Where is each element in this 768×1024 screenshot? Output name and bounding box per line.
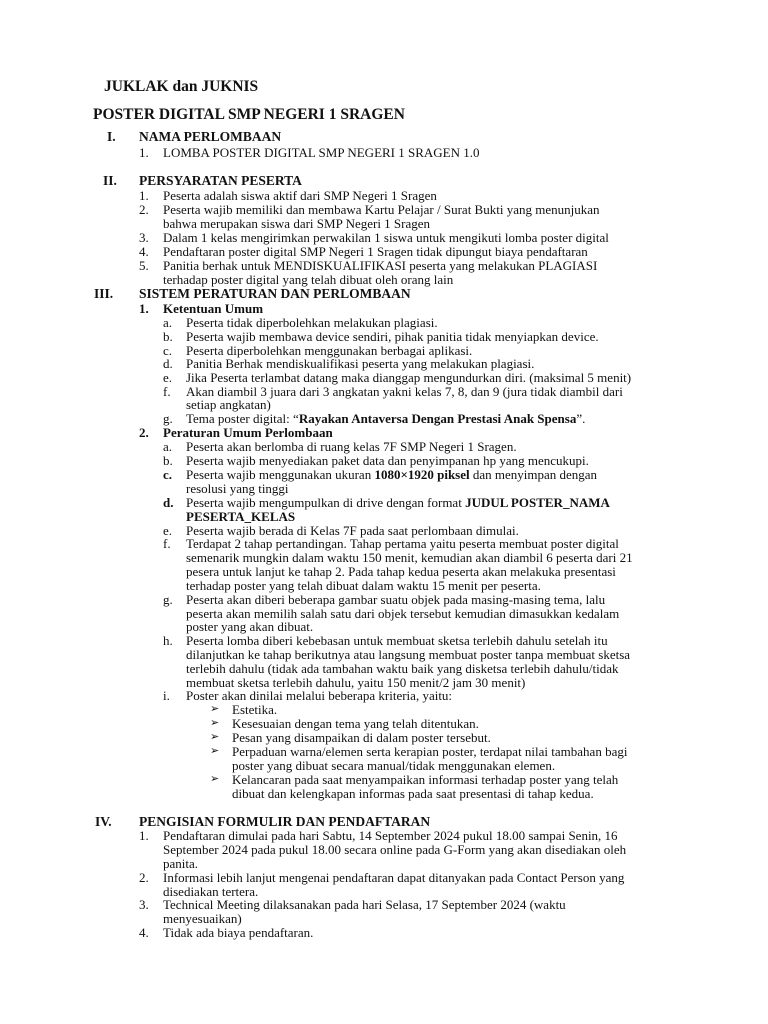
list-item-text: resolusi yang tinggi xyxy=(186,481,289,496)
list-item-text: Peserta wajib memiliki dan membawa Kartu Pelajar / Surat Bukti yang menunjukan xyxy=(163,202,600,217)
arrow-bullet-icon: ➢ xyxy=(210,731,220,743)
subsection-title: Peraturan Umum Perlombaan xyxy=(163,425,333,440)
list-item-text: Jika Peserta terlambat datang maka dianggap mengundurkan diri. (maksimal 5 menit) xyxy=(186,370,632,385)
list-item-text: dilanjutkan ke tahap berikutnya atau langsung membuat poster tanpa membuat sketsa xyxy=(186,647,631,662)
list-item-text: Peserta diperbolehkan menggunakan berbagai aplikasi. xyxy=(186,343,473,358)
list-number: 1. xyxy=(139,145,149,160)
list-number: 2. xyxy=(139,870,149,885)
list-item-text: bahwa merupakan siswa dari SMP Negeri 1 Sragen xyxy=(163,216,431,231)
list-number: 3. xyxy=(139,230,149,245)
list-letter: f. xyxy=(163,384,171,399)
section-2-number: II. xyxy=(103,173,117,188)
arrow-bullet-icon: ➢ xyxy=(210,703,220,715)
list-item-text: Dalam 1 kelas mengirimkan perwakilan 1 siswa untuk mengikuti lomba poster digital xyxy=(163,230,609,245)
list-letter: i. xyxy=(163,688,170,703)
list-item-text: setiap angkatan) xyxy=(186,397,271,412)
list-item-text: Peserta lomba diberi kebebasan untuk membuat sketsa terlebih dahulu setelah itu xyxy=(186,633,608,648)
subsection-title: Ketentuan Umum xyxy=(163,301,264,316)
section-3-number: III. xyxy=(94,286,114,301)
list-item-text: Technical Meeting dilaksanakan pada hari Selasa, 17 September 2024 (waktu xyxy=(163,897,566,912)
list-item-text: Peserta adalah siswa aktif dari SMP Negeri 1 Sragen xyxy=(163,188,437,203)
list-item-text: Panitia berhak untuk MENDISKUALIFIKASI peserta yang melakukan PLAGIASI xyxy=(163,258,598,273)
list-letter: c. xyxy=(163,467,173,482)
list-number: 1. xyxy=(139,188,149,203)
list-letter: e. xyxy=(163,523,173,538)
theme-prefix: Tema poster digital: “ xyxy=(186,411,299,426)
criteria-item: Perpaduan warna/elemen serta kerapian poster, terdapat nilai tambahan bagi xyxy=(232,744,628,759)
criteria-item: Kesesuaian dengan tema yang telah ditentukan. xyxy=(232,716,479,731)
format-value: JUDUL POSTER_NAMA xyxy=(465,495,610,510)
list-letter: g. xyxy=(163,411,173,426)
list-item-text: terhadap poster yang telah dibuat dalam waktu 15 menit per peserta. xyxy=(186,578,541,593)
list-item-text: Panitia Berhak mendiskualifikasi peserta yang melakukan plagiasi. xyxy=(186,356,535,371)
subsection-number: 1. xyxy=(139,301,149,316)
section-1-number: I. xyxy=(107,129,116,144)
list-item-text: Peserta wajib berada di Kelas 7F pada saat perlombaan dimulai. xyxy=(186,523,519,538)
list-letter: b. xyxy=(163,453,173,468)
list-item-text: poster yang akan dibuat. xyxy=(186,619,314,634)
list-item-text: Akan diambil 3 juara dari 3 angkatan yakni kelas 7, 8, dan 9 (jura tidak diambil dari xyxy=(186,384,623,399)
list-item-text: peserta akan memilih salah satu dari objek tersebut kemudian dimasukkan kedalam xyxy=(186,606,620,621)
list-item-text: Peserta wajib menyediakan paket data dan penyimpanan hp yang mencukupi. xyxy=(186,453,589,468)
subsection-number: 2. xyxy=(139,425,149,440)
list-letter: d. xyxy=(163,495,174,510)
list-item-text: disediakan tertera. xyxy=(163,884,259,899)
list-letter: c. xyxy=(163,343,173,358)
list-item-text: semenarik mungkin dalam waktu 150 menit, kemudian akan diambil 6 peserta dari 21 xyxy=(186,550,633,565)
list-item-text: membuat sketsa terlebih dahulu, yaitu 150 menit/2 jam 30 menit) xyxy=(186,675,526,690)
size-suffix: dan menyimpan dengan xyxy=(469,467,598,482)
list-item-text: terlebih dahulu (tidak ada tambahan waktu baik yang disketsa terlebih dahulu/tidak xyxy=(186,661,619,676)
list-item-text: Peserta akan berlomba di ruang kelas 7F SMP Negeri 1 Sragen. xyxy=(186,439,517,454)
list-item-text: Pendaftaran poster digital SMP Negeri 1 Sragen tidak dipungut biaya pendaftaran xyxy=(163,244,588,259)
arrow-bullet-icon: ➢ xyxy=(210,773,220,785)
doc-title-2: POSTER DIGITAL SMP NEGERI 1 SRAGEN xyxy=(93,106,405,123)
list-letter: a. xyxy=(163,315,173,330)
section-3-title: SISTEM PERATURAN DAN PERLOMBAAN xyxy=(139,286,411,301)
list-item-text: Tidak ada biaya pendaftaran. xyxy=(163,925,314,940)
list-number: 1. xyxy=(139,828,149,843)
list-item-text: Peserta akan diberi beberapa gambar suatu objek pada masing-masing tema, lalu xyxy=(186,592,606,607)
list-item-text: Poster akan dinilai melalui beberapa kriteria, yaitu: xyxy=(186,688,453,703)
list-number: 5. xyxy=(139,258,149,273)
list-letter: h. xyxy=(163,633,173,648)
list-letter: d. xyxy=(163,356,173,371)
section-2-title: PERSYARATAN PESERTA xyxy=(139,173,302,188)
list-item-text: Peserta tidak diperbolehkan melakukan plagiasi. xyxy=(186,315,438,330)
format-value-cont: PESERTA_KELAS xyxy=(186,509,296,524)
list-letter: f. xyxy=(163,536,171,551)
list-number: 4. xyxy=(139,244,149,259)
list-item-text: Pendaftaran dimulai pada hari Sabtu, 14 September 2024 pukul 18.00 sampai Senin, 16 xyxy=(163,828,618,843)
theme-text: Rayakan Antaversa Dengan Prestasi Anak Spensa xyxy=(298,411,577,426)
section-4-number: IV. xyxy=(95,814,112,829)
list-letter: b. xyxy=(163,329,173,344)
list-letter: e. xyxy=(163,370,173,385)
criteria-item: Kelancaran pada saat menyampaikan informasi terhadap poster yang telah xyxy=(232,772,619,787)
list-letter: a. xyxy=(163,439,173,454)
list-item-text: pesera untuk lanjut ke tahap 2. Pada tahap kedua peserta akan melakuka presentasi xyxy=(186,564,616,579)
list-item-text: September 2024 pada pukul 18.00 secara online pada G-Form yang akan disediakan oleh xyxy=(163,842,627,857)
criteria-item: dibuat dan kelengkapan informas pada saat presentasi di tahap kedua. xyxy=(232,786,594,801)
list-item-text: LOMBA POSTER DIGITAL SMP NEGERI 1 SRAGEN 1.0 xyxy=(163,145,480,160)
size-prefix: Peserta wajib menggunakan ukuran xyxy=(186,467,375,482)
list-number: 3. xyxy=(139,897,149,912)
criteria-item: Estetika. xyxy=(232,702,278,717)
list-item-text: Informasi lebih lanjut mengenai pendaftaran dapat ditanyakan pada Contact Person yang xyxy=(163,870,625,885)
list-number: 2. xyxy=(139,202,149,217)
list-item-text: terhadap poster digital yang telah dibuat oleh orang lain xyxy=(163,272,454,287)
list-number: 4. xyxy=(139,925,149,940)
format-line xyxy=(186,496,610,510)
section-1-title: NAMA PERLOMBAAN xyxy=(139,129,282,144)
arrow-bullet-icon: ➢ xyxy=(210,745,220,757)
section-4-title: PENGISIAN FORMULIR DAN PENDAFTARAN xyxy=(139,814,431,829)
size-value: 1080×1920 piksel xyxy=(374,467,470,482)
list-item-text: Peserta wajib membawa device sendiri, pihak panitia tidak menyiapkan device. xyxy=(186,329,599,344)
criteria-item: Pesan yang disampaikan di dalam poster tersebut. xyxy=(232,730,491,745)
theme-line xyxy=(186,412,585,426)
theme-suffix: ”. xyxy=(576,411,586,426)
arrow-bullet-icon: ➢ xyxy=(210,717,220,729)
criteria-item: poster yang dibuat secara manual/tidak menggunakan elemen. xyxy=(232,758,556,773)
format-prefix: Peserta wajib mengumpulkan di drive dengan format xyxy=(186,495,466,510)
list-item-text: panita. xyxy=(163,856,199,871)
size-requirement-line xyxy=(186,468,597,482)
list-item-text: Terdapat 2 tahap pertandingan. Tahap pertama yaitu peserta membuat poster digital xyxy=(186,536,619,551)
doc-title-1: JUKLAK dan JUKNIS xyxy=(104,78,259,95)
list-item-text: menyesuaikan) xyxy=(163,911,242,926)
list-letter: g. xyxy=(163,592,173,607)
